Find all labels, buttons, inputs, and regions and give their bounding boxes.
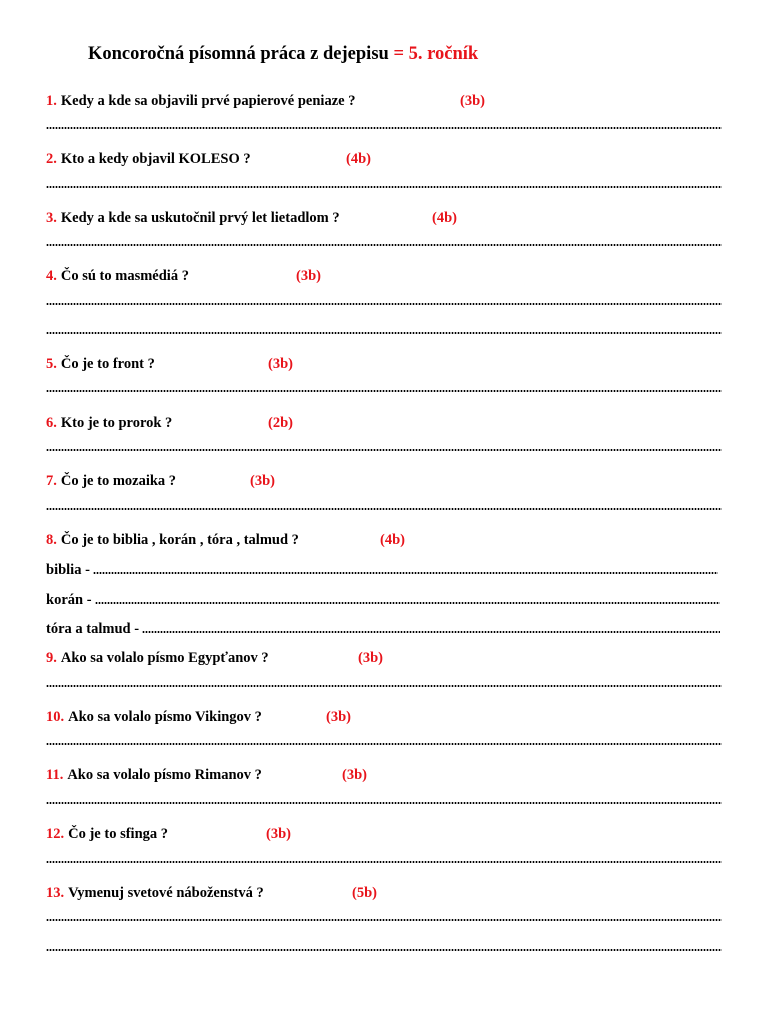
- answer-line-9[interactable]: [46, 684, 722, 688]
- question-number: 7.: [46, 473, 57, 489]
- answer-line-3[interactable]: [46, 243, 722, 247]
- question-points: (5b): [352, 885, 377, 901]
- question-number: 5.: [46, 356, 57, 372]
- answer-line-biblia[interactable]: [46, 557, 718, 579]
- question-number: 6.: [46, 415, 57, 431]
- question-5: [46, 351, 722, 373]
- question-points: (3b): [266, 826, 291, 842]
- page-title: [88, 44, 478, 65]
- question-4: [46, 263, 722, 285]
- answer-line-12[interactable]: [46, 860, 722, 864]
- question-number: 8.: [46, 532, 57, 548]
- answer-line-7[interactable]: [46, 507, 722, 511]
- question-text: Vymenuj svetové náboženstvá ?: [68, 885, 264, 901]
- question-text: Kedy a kde sa uskutočnil prvý let lietadlom ?: [60, 210, 340, 226]
- question-number: 11.: [46, 767, 64, 783]
- question-text: Kto je to prorok ?: [60, 415, 173, 431]
- question-points: (4b): [432, 210, 457, 226]
- question-1: [46, 88, 722, 110]
- question-text: Kto a kedy objavil KOLESO ?: [60, 151, 251, 167]
- question-text: Čo je to front ?: [60, 356, 155, 372]
- question-points: (4b): [346, 151, 371, 167]
- question-text: Ako sa volalo písmo Vikingov ?: [68, 709, 262, 725]
- dotted-fill: [142, 630, 720, 634]
- answer-line-10[interactable]: [46, 742, 722, 746]
- question-10: [46, 704, 722, 726]
- answer-line-5[interactable]: [46, 389, 722, 393]
- question-text: Čo je to sfinga ?: [68, 826, 169, 842]
- answer-line-13a[interactable]: [46, 918, 722, 922]
- question-points: (3b): [460, 93, 485, 109]
- question-text: Čo sú to masmédiá ?: [60, 268, 189, 284]
- sub-label-tora: tóra a talmud -: [46, 621, 140, 637]
- question-points: (4b): [380, 532, 405, 548]
- question-text: Čo je to mozaika ?: [60, 473, 177, 489]
- question-number: 2.: [46, 151, 57, 167]
- question-points: (2b): [268, 415, 293, 431]
- question-number: 4.: [46, 268, 57, 284]
- answer-line-2[interactable]: [46, 185, 722, 189]
- question-number: 10.: [46, 709, 65, 725]
- question-9: [46, 645, 722, 667]
- sub-label-biblia: biblia -: [46, 562, 90, 578]
- question-2: [46, 146, 722, 168]
- question-points: (3b): [358, 650, 383, 666]
- answer-line-1[interactable]: [46, 126, 722, 130]
- answer-line-tora[interactable]: [46, 616, 720, 638]
- question-points: (3b): [250, 473, 275, 489]
- answer-line-13b[interactable]: [46, 948, 722, 952]
- dotted-fill: [95, 601, 720, 605]
- answer-line-4a[interactable]: [46, 302, 722, 306]
- question-points: (3b): [296, 268, 321, 284]
- question-text: Kedy a kde sa objavili prvé papierové peniaze ?: [60, 93, 356, 109]
- answer-line-koran[interactable]: [46, 587, 720, 609]
- question-7: [46, 468, 722, 490]
- question-number: 1.: [46, 93, 57, 109]
- question-points: (3b): [326, 709, 351, 725]
- question-text: Ako sa volalo písmo Egypťanov ?: [60, 650, 269, 666]
- question-number: 3.: [46, 210, 57, 226]
- question-text: Ako sa volalo písmo Rimanov ?: [67, 767, 262, 783]
- question-3: [46, 205, 722, 227]
- question-number: 9.: [46, 650, 57, 666]
- sub-label-koran: korán -: [46, 592, 92, 608]
- question-text: Čo je to biblia , korán , tóra , talmud ?: [60, 532, 299, 548]
- question-8: [46, 527, 722, 549]
- question-6: [46, 410, 722, 432]
- answer-line-11[interactable]: [46, 801, 722, 805]
- question-number: 13.: [46, 885, 65, 901]
- question-13: [46, 880, 722, 902]
- question-points: (3b): [342, 767, 367, 783]
- question-11: [46, 762, 722, 784]
- question-12: [46, 821, 722, 843]
- title-main: Koncoročná písomná práca z dejepisu: [88, 44, 389, 64]
- dotted-fill: [93, 571, 718, 575]
- title-grade: = 5. ročník: [393, 44, 479, 64]
- question-points: (3b): [268, 356, 293, 372]
- question-number: 12.: [46, 826, 65, 842]
- answer-line-6[interactable]: [46, 448, 722, 452]
- answer-line-4b[interactable]: [46, 331, 722, 335]
